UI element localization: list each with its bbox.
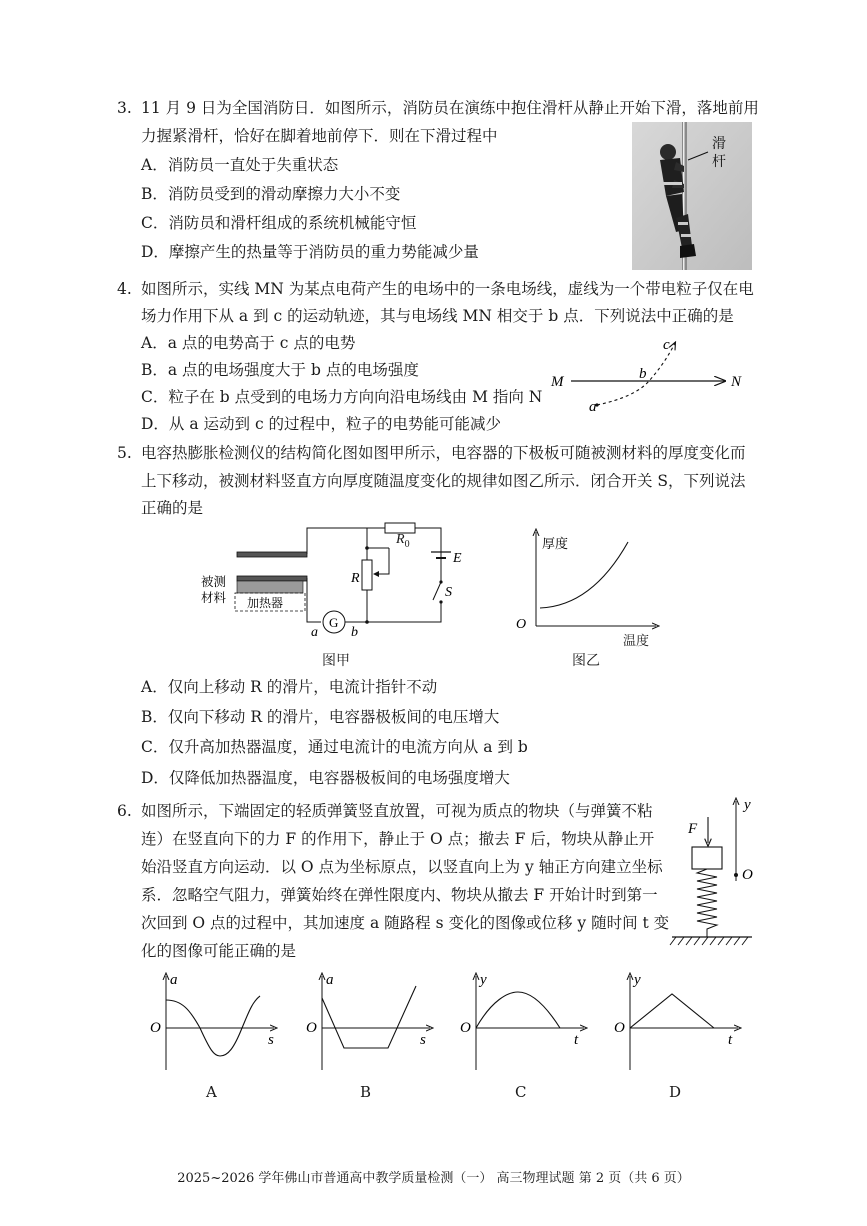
- q5-stem-line3: 正确的是: [141, 499, 204, 517]
- q4-field-line-figure: [545, 335, 755, 415]
- q6-force-label: F: [688, 821, 698, 837]
- q5-material-label-2: 材料: [201, 591, 227, 605]
- q5-option-d: D．仅降低加热器温度，电容器极板间的电场强度增大: [141, 769, 510, 787]
- q5-graph-xlabel: 温度: [623, 634, 650, 649]
- q5-figure-yi-caption: 图乙: [572, 653, 600, 669]
- q5-stem-line2: 上下移动，被测材料竖直方向厚度随温度变化的规律如图乙所示．闭合开关 S，下列说法: [141, 472, 746, 490]
- q4-option-d: D．从 a 运动到 c 的过程中，粒子的电势能可能减少: [141, 415, 502, 433]
- q3-option-d: D．摩擦产生的热量等于消防员的重力势能减少量: [141, 243, 479, 261]
- q4-label-n: N: [731, 374, 742, 390]
- q5-switch-s-label: S: [445, 585, 452, 600]
- q3-option-a: A．消防员一直处于失重状态: [141, 156, 339, 174]
- q6-graph-d: [606, 970, 746, 1075]
- q5-galvanometer-label: G: [329, 615, 339, 630]
- q4-label-b: b: [639, 366, 647, 382]
- q6-graph-a: [142, 970, 282, 1075]
- q3-stem-line2: 力握紧滑杆，恰好在脚着地前停下．则在下滑过程中: [141, 127, 498, 145]
- q5-number: 5.: [117, 444, 132, 462]
- q3-fig-label-1: 滑: [712, 137, 726, 152]
- q6-number: 6.: [117, 802, 132, 820]
- q6-graph-c-ylabel: y: [480, 972, 487, 988]
- q6-graph-d-xlabel: t: [728, 1032, 733, 1048]
- q3-number: 3.: [117, 99, 132, 117]
- q3-option-b: B．消防员受到的滑动摩擦力大小不变: [141, 185, 401, 203]
- q5-stem-line1: 电容热膨胀检测仪的结构简化图如图甲所示，电容器的下极板可随被测材料的厚度变化而: [141, 444, 746, 462]
- q6-stem-line3: 始沿竖直方向运动．以 O 点为坐标原点，以竖直向上为 y 轴正方向建立坐标: [141, 858, 663, 876]
- q6-y-axis-label: y: [744, 797, 751, 813]
- q6-graph-b: [298, 970, 438, 1075]
- q3-firefighter-photo: [632, 122, 752, 270]
- page-footer: 2025~2026 学年佛山市普通高中教学质量检测（一） 高三物理试题 第 2 页（共 6 页）: [177, 1171, 690, 1186]
- q3-fig-label-2: 杆: [712, 155, 726, 170]
- q4-number: 4.: [117, 280, 132, 298]
- q3-option-c: C．消防员和滑杆组成的系统机械能守恒: [141, 214, 417, 232]
- q4-option-c: C．粒子在 b 点受到的电场力方向向沿电场线由 M 指向 N: [141, 388, 543, 406]
- q4-option-a: A．a 点的电势高于 c 点的电势: [141, 334, 356, 352]
- q6-caption-a: A: [206, 1083, 217, 1101]
- q5-option-b: B．仅向下移动 R 的滑片，电容器极板间的电压增大: [141, 708, 500, 726]
- q5-label-b: b: [351, 625, 358, 640]
- q6-graph-c-origin: O: [460, 1020, 471, 1036]
- q6-stem-line5: 次回到 O 点的过程中，其加速度 a 随路程 s 变化的图像或位移 y 随时间 t 变: [141, 914, 670, 932]
- q5-graph-origin: O: [516, 617, 527, 632]
- q3-stem-line1: 11 月 9 日为全国消防日．如图所示，消防员在演练中抱住滑杆从静止开始下滑，落地前用: [141, 99, 759, 117]
- q5-heater-label: 加热器: [247, 596, 284, 610]
- q4-stem-line2: 场力作用下从 a 到 c 的运动轨迹，其与电场线 MN 相交于 b 点．下列说法中正确的是: [141, 307, 734, 325]
- q5-figure-jia-caption: 图甲: [322, 653, 350, 669]
- q6-graph-d-origin: O: [614, 1020, 625, 1036]
- q6-graph-c: [452, 970, 592, 1075]
- q6-graph-b-ylabel: a: [326, 972, 334, 988]
- q6-stem-line1: 如图所示，下端固定的轻质弹簧竖直放置，可视为质点的物块（与弹簧不粘: [141, 802, 653, 820]
- q5-circuit-figure: [195, 518, 475, 666]
- q6-graph-a-origin: O: [150, 1020, 161, 1036]
- q4-label-m: M: [551, 374, 564, 390]
- q6-caption-c: C: [515, 1083, 527, 1101]
- q6-graph-c-xlabel: t: [574, 1032, 579, 1048]
- q4-option-b: B．a 点的电场强度大于 b 点的电场强度: [141, 361, 419, 379]
- q6-stem-line2: 连）在竖直向下的力 F 的作用下，静止于 O 点；撤去 F 后，物块从静止开: [141, 830, 655, 848]
- q4-stem-line1: 如图所示，实线 MN 为某点电荷产生的电场中的一条电场线，虚线为一个带电粒子仅在电: [141, 280, 754, 298]
- q6-graph-a-ylabel: a: [170, 972, 178, 988]
- q6-caption-b: B: [360, 1083, 372, 1101]
- q6-graph-a-xlabel: s: [268, 1032, 274, 1048]
- q5-material-label-1: 被测: [201, 575, 227, 589]
- q5-r0-label: $R_0$: [396, 532, 410, 550]
- q6-graph-b-origin: O: [306, 1020, 317, 1036]
- q6-caption-d: D: [669, 1083, 682, 1101]
- q5-resistor-r-label: R: [351, 571, 360, 586]
- q6-graph-b-xlabel: s: [420, 1032, 426, 1048]
- q5-label-a: a: [311, 625, 318, 640]
- q5-option-c: C．仅升高加热器温度，通过电流计的电流方向从 a 到 b: [141, 738, 528, 756]
- q6-origin-label: O: [742, 867, 753, 883]
- q6-stem-line6: 化的图像可能正确的是: [141, 942, 297, 960]
- q5-graph-ylabel: 厚度: [542, 536, 569, 551]
- q5-thickness-graph: [512, 528, 662, 643]
- q6-graph-d-ylabel: y: [634, 972, 641, 988]
- q4-label-c: c: [663, 337, 670, 353]
- q6-stem-line4: 系．忽略空气阻力，弹簧始终在弹性限度内、物块从撤去 F 开始计时到第一: [141, 886, 658, 904]
- q5-option-a: A．仅向上移动 R 的滑片，电流计指针不动: [141, 678, 438, 696]
- q5-battery-e-label: E: [453, 551, 462, 566]
- q4-label-a: a: [589, 399, 597, 415]
- q6-spring-figure: [668, 795, 768, 955]
